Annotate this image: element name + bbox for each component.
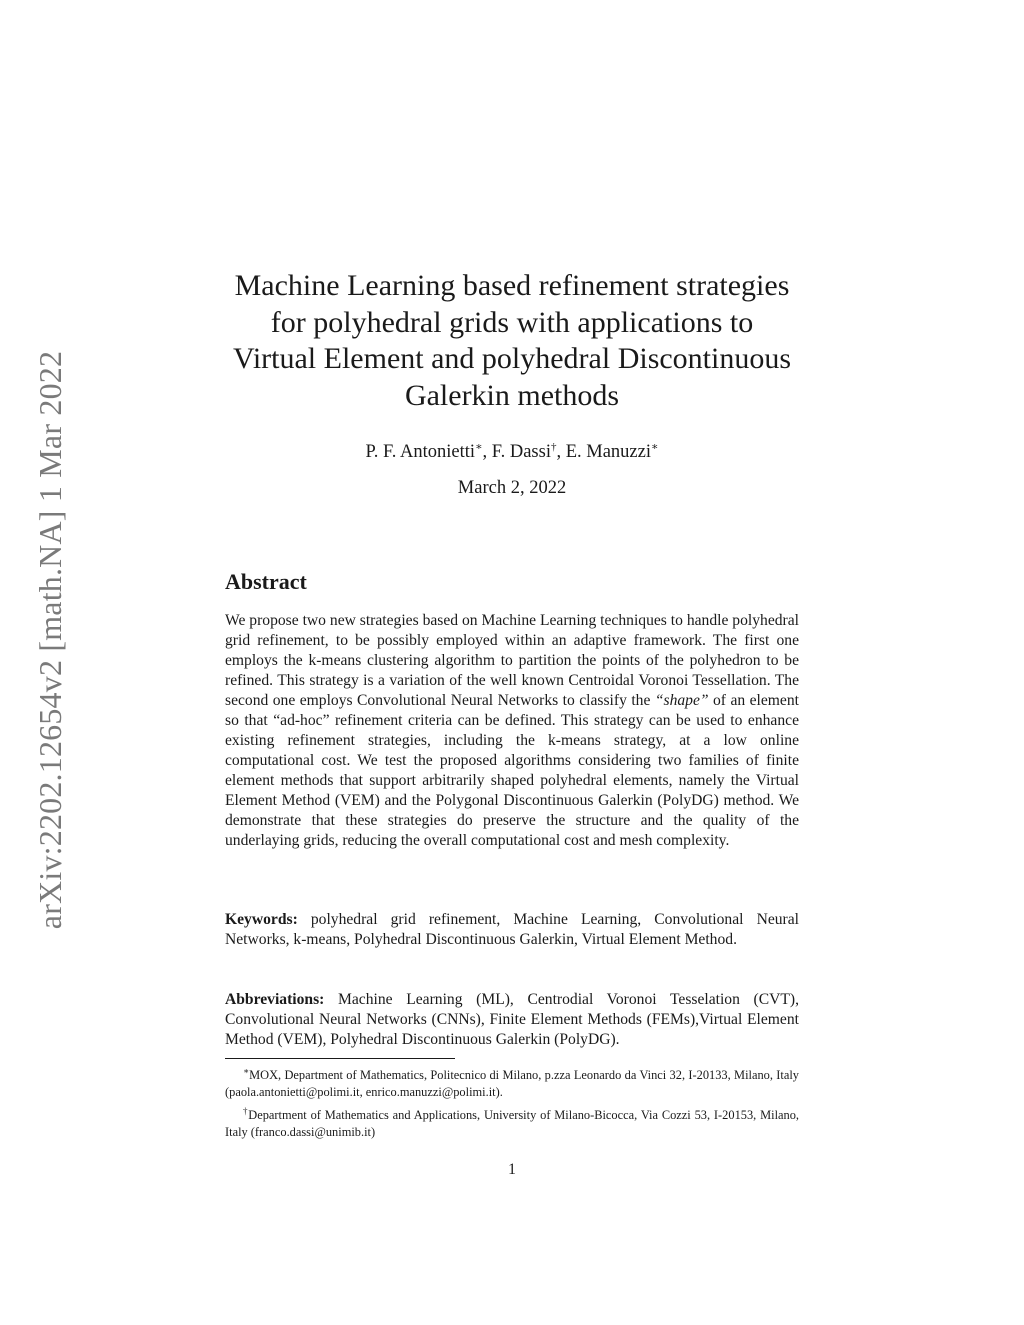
author-name: F. Dassi [491, 442, 551, 463]
title-line: for polyhedral grids with applications to [270, 305, 754, 339]
abbreviations-section [225, 990, 799, 1050]
abbreviations-text: Machine Learning (ML), Centrodial Voronoi Tesselation (CVT), Convolutional Neural Networks (CNNs), Finite Element Methods (FEMs),Virtual Element Method (VEM), Polyhedral Discontinuous Galerkin (PolyDG). [225, 991, 800, 1048]
footnote [225, 1063, 799, 1100]
keywords-section [225, 910, 799, 950]
author-separator: , [556, 442, 566, 463]
footnote-text: MOX, Department of Mathematics, Politecnico di Milano, p.zza Leonardo da Vinci 32, I-20133, Milano, Italy (paola.antonietti@polimi.it, enrico.manuzzi@polimi.it). [225, 1068, 799, 1099]
author-affiliation-mark: ∗ [651, 441, 659, 453]
author-affiliation-mark: ∗ [475, 441, 483, 453]
abstract-italic-term: “shape” [654, 692, 709, 709]
abstract-body [225, 611, 799, 851]
footnote-mark: ∗ [243, 1066, 250, 1076]
abbreviations-label: Abbreviations: [225, 991, 325, 1008]
footnote-text: Department of Mathematics and Applications, University of Milano-Bicocca, Via Cozzi 53, I-20153, Milano, Italy (franco.dassi@unimib.it) [225, 1108, 800, 1139]
title-line: Galerkin methods [404, 378, 620, 412]
footnote [225, 1103, 799, 1140]
author-name: E. Manuzzi [565, 442, 651, 463]
arxiv-identifier-stamp: arXiv:2202.12654v2 [math.NA] 1 Mar 2022 [32, 350, 68, 930]
author-affiliation-mark: † [550, 441, 557, 453]
footnote-mark: † [243, 1106, 249, 1117]
footnotes [225, 1063, 799, 1143]
abstract-text: of an element so that “ad-hoc” refinement criteria can be defined. This strategy can be used to enhance existing refinement strategies, including the k-means strategy, at a low online computational cost. We test the proposed algorithms considering two families of finite element methods that support arbitrarily shaped polyhedral elements, namely the Virtual Element Method (VEM) and the Polygonal Discontinuous Galerkin (PolyDG) method. We demonstrate that these strategies do preserve the structure and the quality of the underlaying grids, reducing the overall computational cost and mesh complexity. [225, 692, 799, 849]
author-separator: , [482, 442, 492, 463]
paper-title [225, 268, 799, 414]
abstract-text: We propose two new strategies based on Machine Learning techniques to handle polyhedral grid refinement, to be possibly employed within an adaptive framework. The first one employs the k-means clustering algorithm to partition the points of the polyhedron to be refined. This strategy is a variation of the well known Centroidal Voronoi Tessellation. The second one employs Convolutional Neural Networks to classify the [225, 612, 799, 709]
page-number: 1 [508, 1161, 516, 1178]
keywords-text: polyhedral grid refinement, Machine Learning, Convolutional Neural Networks, k-means, Polyhedral Discontinuous Galerkin, Virtual Element Method. [225, 911, 799, 948]
title-line: Virtual Element and polyhedral Discontinuous [232, 342, 792, 375]
author-name: P. F. Antonietti [365, 442, 476, 463]
publication-date: March 2, 2022 [457, 478, 567, 498]
title-line: Machine Learning based refinement strategies [234, 269, 790, 302]
footnote-divider [225, 1058, 455, 1059]
author-list [225, 435, 799, 464]
keywords-label: Keywords: [225, 911, 298, 928]
abstract-heading: Abstract [225, 569, 307, 594]
